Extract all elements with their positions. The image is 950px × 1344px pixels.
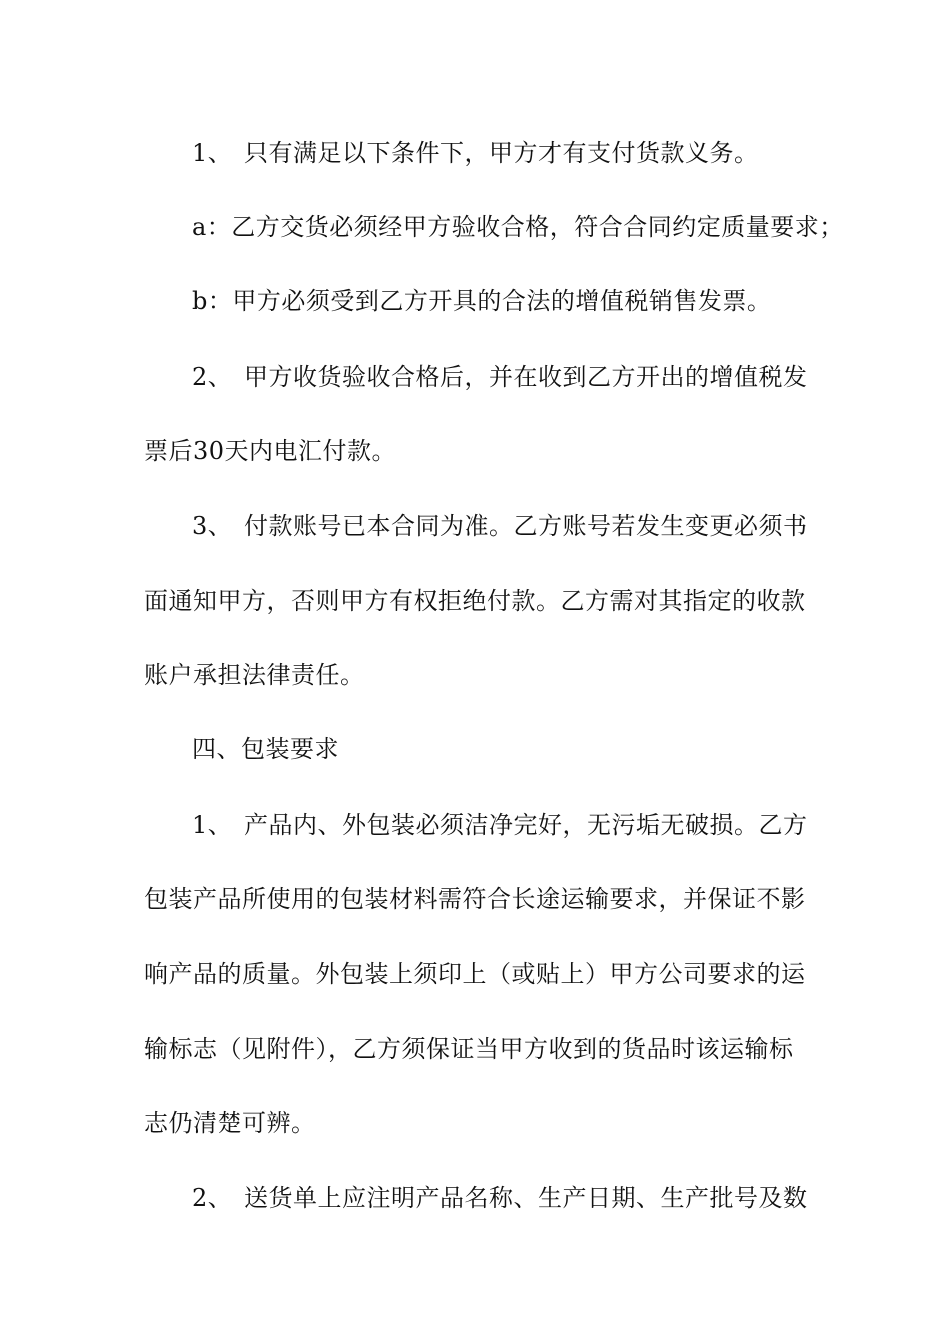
clause-text: 送货单上应注明产品名称、生产日期、生产批号及数	[244, 1184, 808, 1212]
clause-text: 产品内、外包装必须洁净完好，无污垢无破损。乙方	[244, 811, 808, 839]
clause-3-line	[192, 510, 808, 542]
section-heading	[192, 733, 339, 765]
clause-3-continuation	[144, 659, 365, 691]
clause-3-continuation	[144, 585, 806, 617]
clause-number: 2、	[192, 1184, 233, 1212]
clause-2-line	[192, 361, 808, 393]
section-title: 四、包装要求	[192, 735, 339, 763]
clause-number: 2、	[192, 363, 233, 391]
condition-a-line	[192, 211, 844, 243]
packaging-clause-1-continuation	[144, 883, 806, 915]
clause-text: 甲方收货验收合格后，并在收到乙方开出的增值税发	[244, 363, 808, 391]
paragraph-text: 面通知甲方，否则甲方有权拒绝付款。乙方需对其指定的收款	[144, 587, 806, 615]
clause-text: 付款账号已本合同为准。乙方账号若发生变更必须书	[244, 512, 808, 540]
packaging-clause-1-continuation	[144, 1033, 794, 1065]
clause-2-continuation	[144, 435, 396, 467]
packaging-clause-2-line	[192, 1182, 808, 1214]
paragraph-text: 票后30天内电汇付款。	[144, 437, 397, 465]
clause-1-line	[192, 137, 759, 169]
clause-number: 1、	[192, 811, 233, 839]
paragraph-text: 账户承担法律责任。	[144, 661, 365, 689]
condition-text: a：乙方交货必须经甲方验收合格，符合合同约定质量要求；	[192, 213, 844, 241]
paragraph-text: 志仍清楚可辨。	[144, 1109, 316, 1137]
clause-number: 3、	[192, 512, 233, 540]
packaging-clause-1-continuation	[144, 958, 806, 990]
paragraph-text: 包装产品所使用的包装材料需符合长途运输要求，并保证不影	[144, 885, 806, 913]
clause-number: 1、	[192, 139, 233, 167]
condition-b-line	[192, 285, 771, 317]
condition-text: b：甲方必须受到乙方开具的合法的增值税销售发票。	[192, 287, 772, 315]
packaging-clause-1-line	[192, 809, 808, 841]
clause-text: 只有满足以下条件下，甲方才有支付货款义务。	[244, 139, 759, 167]
paragraph-text: 输标志（见附件），乙方须保证当甲方收到的货品时该运输标	[144, 1035, 794, 1063]
paragraph-text: 响产品的质量。外包装上须印上（或贴上）甲方公司要求的运	[144, 960, 806, 988]
packaging-clause-1-continuation	[144, 1107, 316, 1139]
